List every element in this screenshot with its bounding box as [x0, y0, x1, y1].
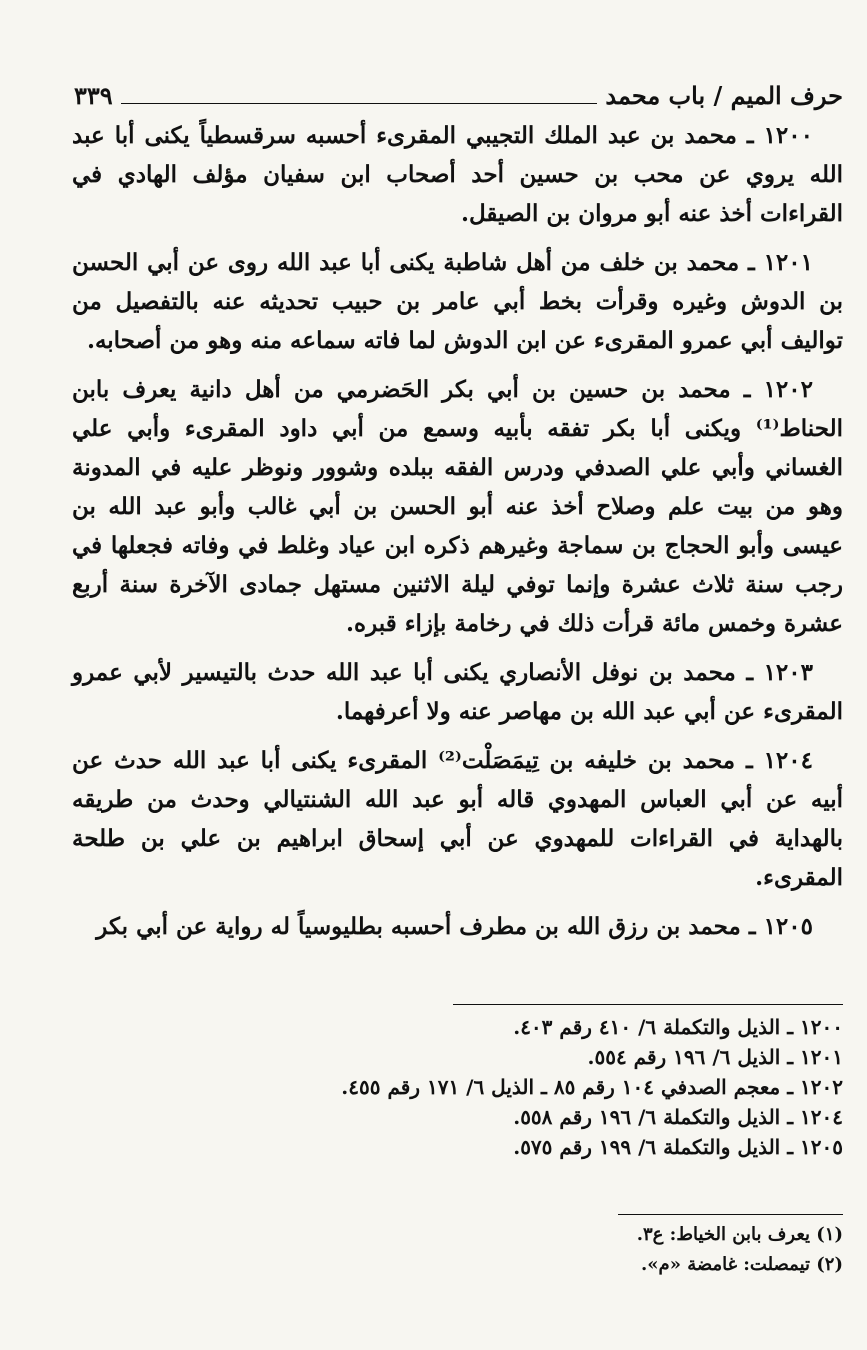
entry-1205: ١٢٠٥ ـ محمد بن رزق الله بن مطرف أحسبه بطليوسياً له رواية عن أبي بكر [96, 913, 813, 940]
footnotes-divider [618, 1214, 843, 1215]
source-item: ١٢٠١ ـ الذيل ٦/ ١٩٦ رقم ٥٥٤. [587, 1045, 843, 1069]
header-rule [121, 103, 598, 104]
entry-1202: ١٢٠٢ ـ محمد بن حسين بن أبي بكر الحَضرمي من أهل دانية يعرف بابن الحناط⁽¹⁾ ويكنى أبا بكر تفقه بأبيه وسمع من أبي داود المقرىء وأبي علي الغساني وأبي علي الصدفي ودرس الفقه ببلده وشوور ونوظر عليه في المدونة وهو من بيت علم وصلاح أخذ عنه أبو الحسن بن أبي غالب وأبو عبد الله بن عيسى وأبو الحجاج بن سماجة وغيرهم ذكره ابن عياد وغلط في وفاته فجعلها في رجب سنة ثلاث عشرة وإنما توفي ليلة الاثنين مستهل جمادى الآخرة سنة أربع عشرة وخمس مائة قرأت ذلك في رخامة بإزاء قبره. [72, 376, 843, 637]
source-item: ١٢٠٤ ـ الذيل والتكملة ٦/ ١٩٦ رقم ٥٥٨. [513, 1105, 843, 1129]
source-references [100, 1012, 843, 1162]
entry-1200: ١٢٠٠ ـ محمد بن عبد الملك التجيبي المقرىء أحسبه سرقسطياً يكنى أبا عبد الله يروي عن محب بن حسين أحد أصحاب ابن سفيان مؤلف الهادي في القراءات أخذ عنه أبو مروان بن الصيقل. [72, 122, 843, 227]
running-header [74, 68, 843, 108]
page-number: ٣٣٩ [74, 81, 113, 110]
chapter-title: حرف الميم / باب محمد [605, 81, 843, 110]
entry-1204: ١٢٠٤ ـ محمد بن خليفه بن تِيمَصَلْت⁽²⁾ المقرىء يكنى أبا عبد الله حدث عن أبيه عن أبي العباس المهدوي قاله أبو عبد الله الشنتيالي وحدث من طريقه بالهداية في القراءات للمهدوي عن أبي إسحاق ابراهيم بن علي بن طلحة المقرىء. [72, 747, 843, 891]
entry-1201: ١٢٠١ ـ محمد بن خلف من أهل شاطبة يكنى أبا عبد الله روى عن أبي الحسن بن الدوش وغيره وقرأت بخط أبي عامر بن حبيب تحديثه عنه بالتفصيل من تواليف أبي عمرو المقرىء عن ابن الدوش لما فاته سماعه منه وهو من أصحابه. [72, 249, 843, 354]
source-item: ١٢٠٠ ـ الذيل والتكملة ٦/ ٤١٠ رقم ٤٠٣. [513, 1015, 843, 1039]
footnote-item: (١) يعرف بابن الخياط: ع٣. [636, 1224, 843, 1245]
entry-1203: ١٢٠٣ ـ محمد بن نوفل الأنصاري يكنى أبا عبد الله حدث بالتيسير لأبي عمرو المقرىء عن أبي عبد الله بن مهاصر عنه ولا أعرفهما. [72, 659, 843, 725]
source-item: ١٢٠٢ ـ معجم الصدفي ١٠٤ رقم ٨٥ ـ الذيل ٦/ ١٧١ رقم ٤٥٥. [341, 1075, 843, 1099]
footnote-item: (٢) تيمصلت: غامضة «م». [641, 1254, 843, 1275]
main-text [72, 116, 843, 956]
sources-divider [453, 1004, 843, 1005]
footnotes [300, 1220, 843, 1280]
source-item: ١٢٠٥ ـ الذيل والتكملة ٦/ ١٩٩ رقم ٥٧٥. [513, 1135, 843, 1159]
